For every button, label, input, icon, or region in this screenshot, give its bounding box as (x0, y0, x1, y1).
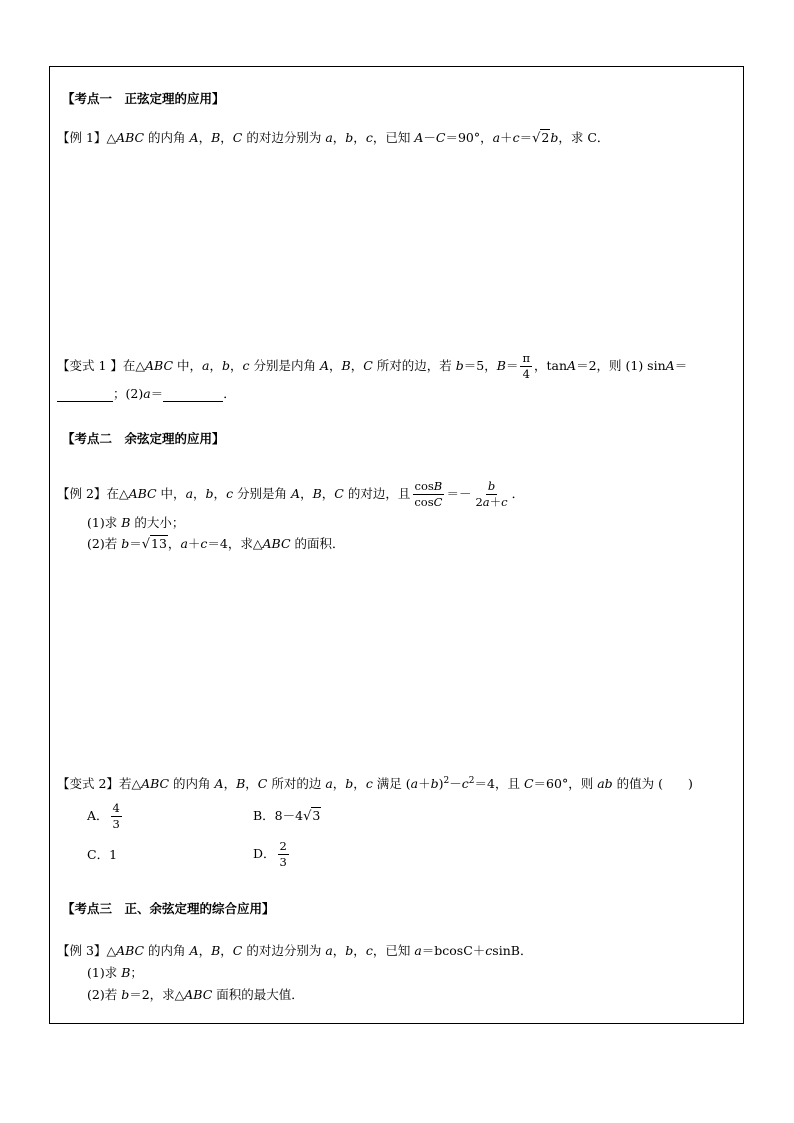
fraction-2-over-3: $\frac{2}{3}$ (279, 839, 287, 869)
answer-blank-sinA[interactable] (57, 387, 113, 402)
variant-1-line-2: ；(2)a＝ ． (57, 386, 236, 402)
answer-blank-a[interactable] (163, 387, 223, 402)
example-2-question-1: (1)求 B 的大小； (87, 515, 185, 530)
option-c[interactable]: C．1 (87, 847, 118, 862)
example-3-question-2: (2)若 b＝2，求△ABC 面积的最大值． (87, 987, 304, 1002)
fraction-b-over-2a-plus-c: $\frac{b}{2a+c}$ (475, 479, 508, 509)
example-3-label: 【例 3】 (57, 943, 107, 958)
example-3-question-1: (1)求 B； (87, 965, 143, 980)
fraction-4-over-3: $\frac{4}{3}$ (112, 801, 120, 831)
example-2-question-2: (2)若 b＝√13，a＋c＝4，求△ABC 的面积． (87, 536, 345, 552)
variant-2-label: 【变式 2】 (57, 776, 119, 792)
example-2-label: 【例 2】 (57, 486, 107, 501)
example-1-label: 【例 1】 (57, 130, 107, 145)
fraction-cosB-over-cosC: $\frac{\cos B}{\cos C}$ (414, 479, 443, 509)
sqrt-3: √3 (303, 808, 321, 824)
example-2: 【例 2】在△ABC 中，a，b，c 分别是角 A，B，C 的对边，且 $\frac{\cos B}{\cos C}$ ＝－ $\frac{b}{2a+c}$ ． (57, 479, 525, 509)
option-a[interactable]: A． $\frac{4}{3}$ (87, 801, 120, 831)
fraction-pi-over-4: $\frac{\pi}{4}$ (522, 351, 531, 381)
example-1: 【例 1】△ABC 的内角 A，B，C 的对边分别为 a，b，c，已知 A－C＝90°，a＋c＝√2b，求 C． (57, 130, 610, 146)
option-b[interactable]: B．8－4√3 (253, 808, 321, 824)
section-3-title: 【考点三 正、余弦定理的综合应用】 (62, 901, 275, 916)
variant-2: 【变式 2】若△ABC 的内角 A，B，C 所对的边 a，b，c 满足 $(a+b)^2-c^2=4$，且 C＝60°，则 ab 的值为 ( ) (57, 776, 693, 792)
section-1-title: 【考点一 正弦定理的应用】 (62, 91, 225, 106)
option-d[interactable]: D． $\frac{2}{3}$ (253, 839, 287, 869)
example-3: 【例 3】△ABC 的内角 A，B，C 的对边分别为 a，b，c，已知 a＝bcosC＋csinB． (57, 943, 533, 958)
variant-1: 【变式 1 】在△ABC 中，a，b，c 分别是内角 A，B，C 所对的边，若 b＝5，B＝ $\frac{\pi}{4}$ ，tanA＝2，则 (1) sinA＝ (57, 351, 688, 381)
sqrt-2: √2 (532, 130, 550, 146)
sqrt-13: √13 (141, 536, 167, 552)
section-2-title: 【考点二 余弦定理的应用】 (62, 431, 225, 446)
variant-1-label: 【变式 1 】 (57, 358, 123, 373)
